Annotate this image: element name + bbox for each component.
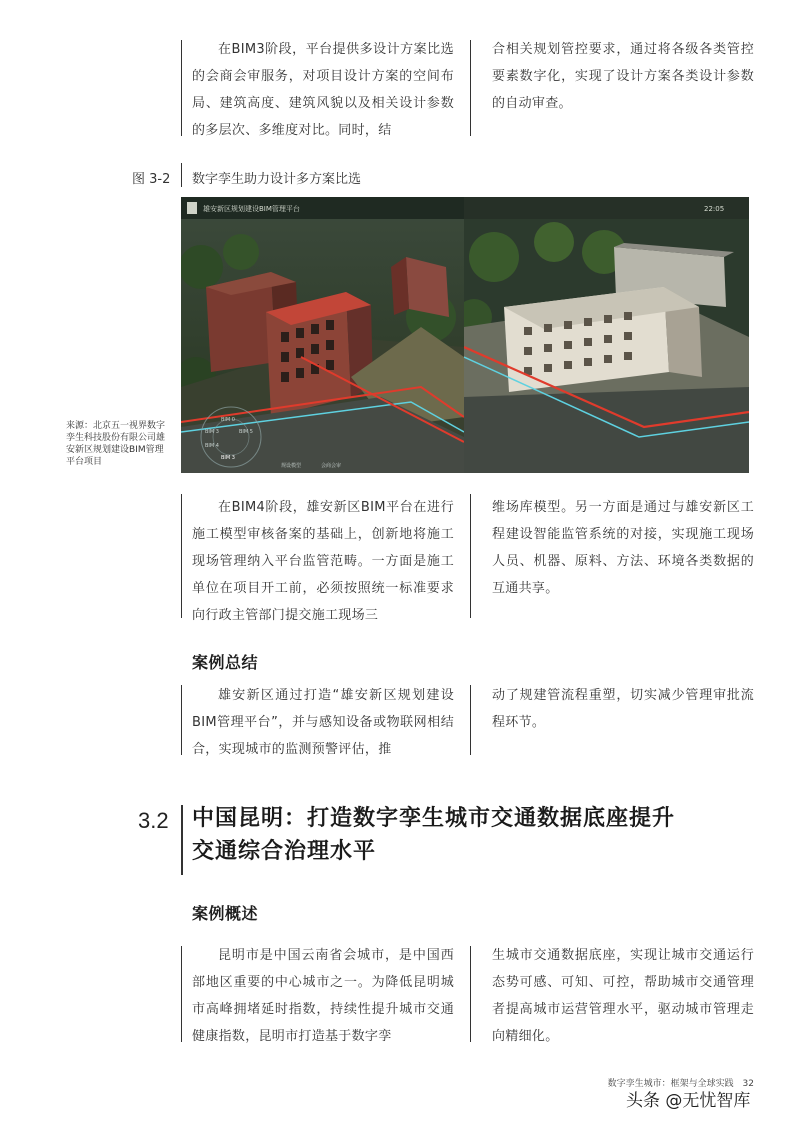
section-title-line: 中国昆明：打造数字孪生城市交通数据底座提升 — [192, 806, 676, 831]
column-rule — [470, 40, 471, 136]
bim-label: BIM 0 — [221, 417, 235, 423]
footer-text: 数字孪生城市：框架与全球实践 — [607, 1079, 734, 1089]
body-paragraph: 维场库模型。另一方面是通过与雄安新区工程建设智能监管系统的对接，实现施工现场人员、机器、原料、方法、环境各类数据的互通共享。 — [492, 500, 754, 596]
column-rule — [470, 494, 471, 618]
section-title — [192, 802, 752, 868]
bim-label: BIM 3 — [205, 429, 219, 435]
figure-title: 数字孪生助力设计多方案比选 — [192, 172, 362, 187]
body-paragraph: 生城市交通数据底座，实现让城市交通运行态势可感、可知、可控，帮助城市交通管理者提高城市运营管理水平，驱动城市管理走向精细化。 — [492, 948, 754, 1044]
subheading: 案例概述 — [192, 904, 259, 923]
body-paragraph: 合相关规划管控要求，通过将各级各类管控要素数字化，实现了设计方案各类设计参数的自动审查。 — [492, 42, 754, 111]
column-rule — [181, 685, 182, 755]
column-rule — [181, 494, 182, 618]
platform-title: 雄安新区规划建设BIM管理平台 — [203, 205, 300, 213]
section-title-line: 交通综合治理水平 — [192, 839, 377, 864]
clock: 22:05 — [704, 205, 725, 213]
body-paragraph: 在BIM4阶段，雄安新区BIM平台在进行施工模型审核备案的基础上，创新地将施工现场管理纳入平台监管范畴。一方面是施工单位在项目开工前，必须按照统一标准要求向行政主管部门提交施工现场三 — [192, 500, 454, 623]
section-rule — [181, 805, 183, 875]
column-rule — [470, 685, 471, 755]
column-rule — [181, 40, 182, 136]
column-rule — [181, 946, 182, 1042]
design-scheme-render-b — [464, 197, 749, 473]
watermark: 头条 @无忧智库 — [626, 1091, 751, 1111]
body-paragraph: 昆明市是中国云南省会城市，是中国西部地区重要的中心城市之一。为降低昆明城市高峰拥堵延时指数，持续性提升城市交通健康指数，昆明市打造基于数字孪 — [192, 948, 454, 1044]
figure-label: 图 3-2 — [132, 172, 171, 187]
ui-tab[interactable]: 规设模型 — [281, 463, 302, 469]
ui-tab[interactable]: 会商会审 — [321, 463, 342, 469]
body-paragraph: 动了规建管流程重塑，切实减少管理审批流程环节。 — [492, 688, 754, 730]
body-paragraph: 在BIM3阶段，平台提供多设计方案比选的会商会审服务，对项目设计方案的空间布局、建筑高度、建筑风貌以及相关设计参数的多层次、多维度对比。同时，结 — [192, 42, 454, 138]
bim-label: BIM 5 — [239, 429, 253, 435]
figure-source: 来源：北京五一视界数字孪生科技股份有限公司雄安新区规划建设BIM管理平台项目 — [66, 421, 166, 467]
body-paragraph: 雄安新区通过打造“雄安新区规划建设BIM管理平台”，并与感知设备或物联网相结合，实现城市的监测预警评估，推 — [192, 688, 454, 757]
figure-rule — [181, 163, 182, 187]
bim-label: BIM 3 — [221, 455, 235, 461]
column-rule — [470, 946, 471, 1042]
bim-label: BIM 4 — [205, 443, 219, 449]
section-number: 3.2 — [138, 808, 169, 833]
design-scheme-render-a — [181, 197, 464, 473]
figure-image-left — [181, 197, 464, 473]
subheading: 案例总结 — [192, 653, 259, 672]
page-number: 32 — [742, 1079, 754, 1089]
figure-image-right — [464, 197, 749, 473]
